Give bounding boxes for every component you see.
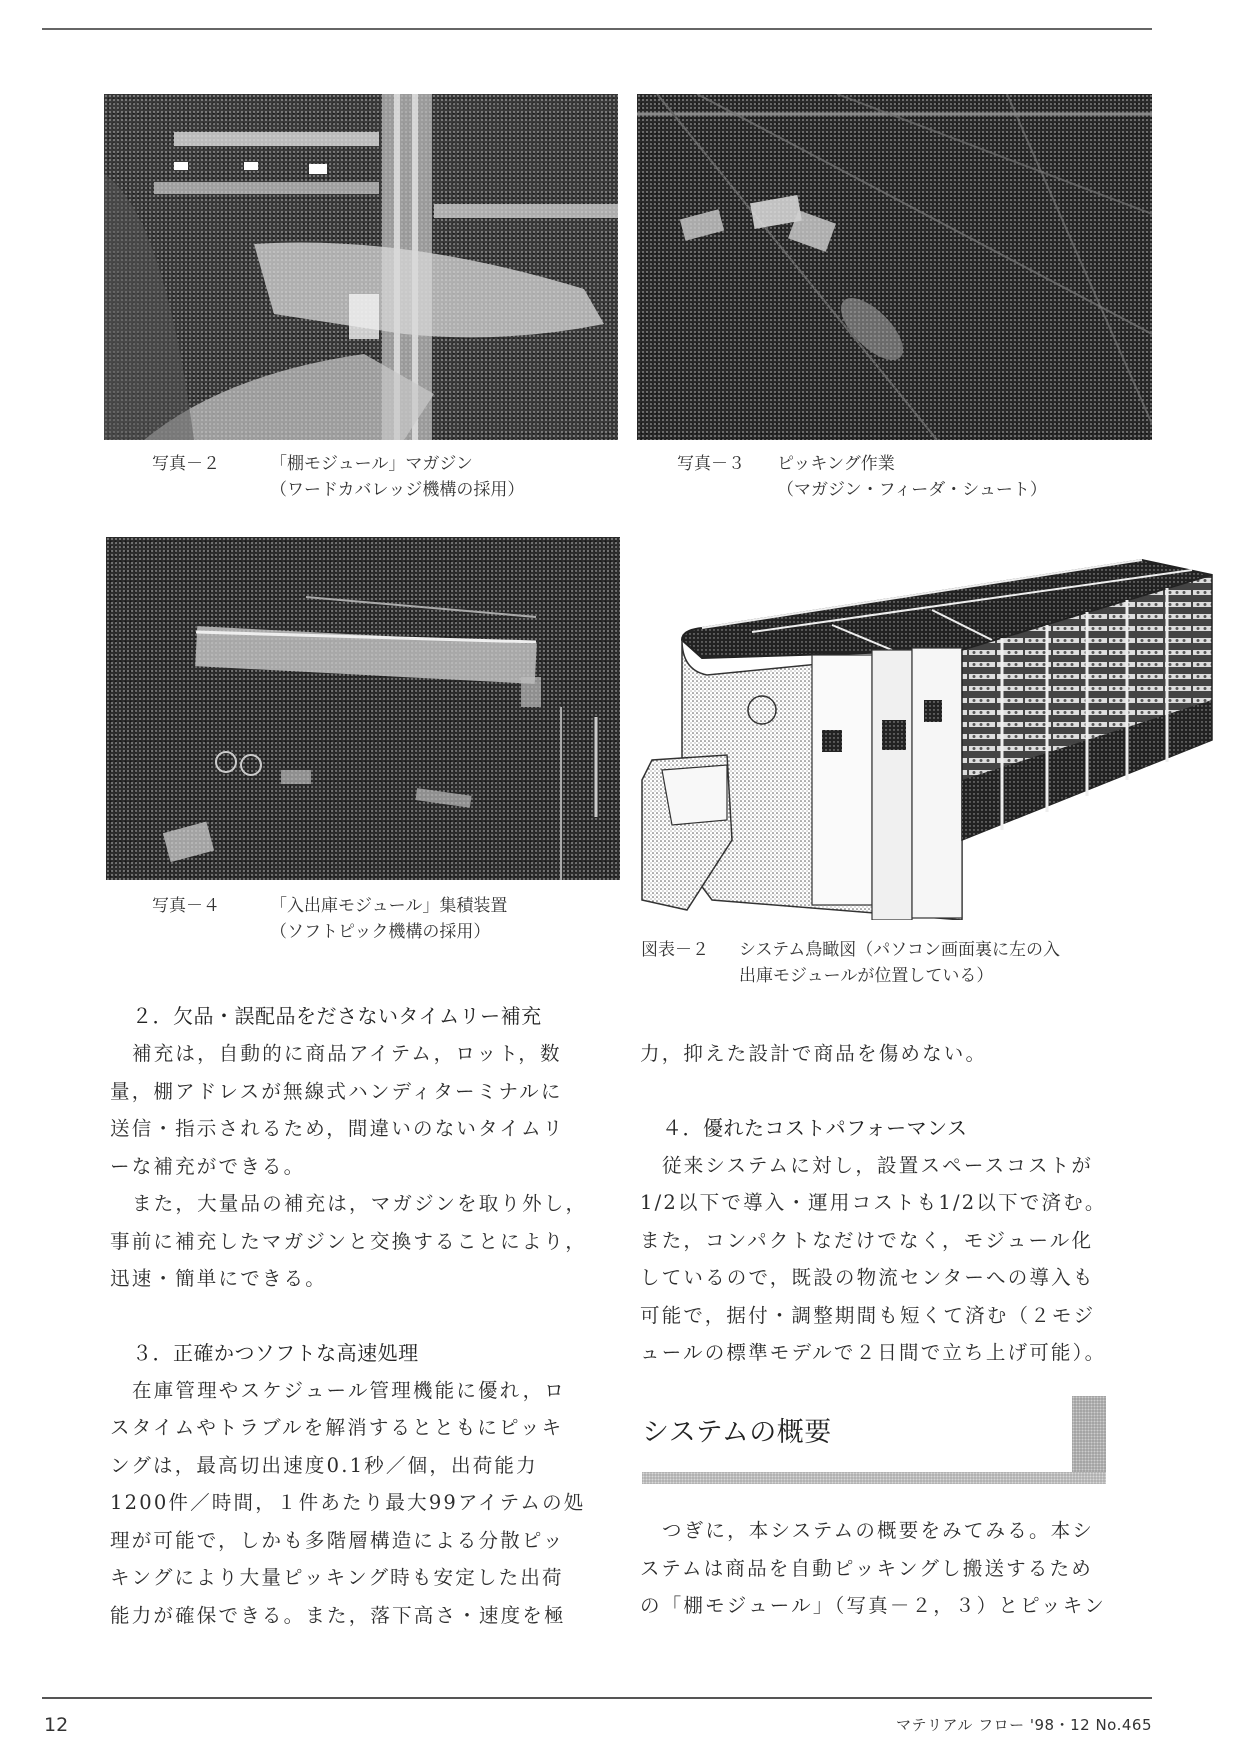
body-line: 在庫管理やスケジュール管理機能に優れ，ロ [132,1378,567,1402]
system-birdseye-illustration [632,540,1217,920]
body-line: 力，抑えた設計で商品を傷めない。 [640,1042,988,1065]
caption-subtitle: （ワードカバレッジ機構の採用） [270,480,525,500]
body-line: 迅速・簡単にできる。 [110,1267,328,1290]
photo-4-image [106,537,620,880]
section-4-heading: ４．優れたコストパフォーマンス [662,1115,968,1140]
caption-label: 写真－４ [152,896,220,916]
caption-label: 図表－２ [641,940,709,960]
overview-heading: システムの概要 [642,1417,832,1448]
body-line: 補充は，自動的に商品アイテム，ロット，数 [132,1042,562,1065]
photo-3-image [637,94,1152,440]
body-line: 1/2以下で導入・運用コストも1/2以下で済む。 [640,1191,1107,1214]
section-3-heading: ３．正確かつソフトな高速処理 [132,1340,419,1365]
caption-photo-3 [677,451,1047,503]
body-line: キングにより大量ピッキング時も安定した出荷 [110,1566,564,1589]
caption-label: 写真－２ [152,454,220,474]
footer-rule [42,1697,1152,1699]
body-line: また，コンパクトなだけでなく，モジュール化 [640,1228,1094,1252]
caption-photo-4 [152,893,507,945]
photo-2-image [104,94,618,440]
caption-title: 「入出庫モジュール」集積装置 [270,896,508,916]
body-line: 可能で，据付・調整期間も短くて済む（２モジ [640,1303,1096,1327]
overview-body [640,1512,1120,1625]
left-column [110,998,590,1634]
body-line: 能力が確保できる。また，落下高さ・速度を極 [110,1603,566,1627]
right-column [640,1035,1120,1372]
section-2-heading: ２．欠品・誤配品をださないタイムリー補充 [132,1004,542,1028]
caption-subtitle: （マガジン・フィーダ・シュート） [777,480,1047,500]
caption-chart-2 [641,937,1060,989]
body-line: ステムは商品を自動ピッキングし搬送するため [640,1556,1093,1580]
publication-info: マテリアル フロー '98・12 No.465 [895,1716,1152,1734]
caption-title: ピッキング作業 [777,454,895,474]
section-title-bar-vertical [1072,1396,1106,1484]
page-number: 12 [44,1714,69,1736]
body-line: ーな補充ができる。 [110,1154,306,1178]
body-line: 1200件／時間，１件あたり最大99アイテムの処 [110,1491,586,1514]
body-line: 送信・指示されるため，間違いのないタイムリ [110,1117,565,1140]
body-line: しているので，既設の物流センターへの導入も [640,1266,1095,1289]
body-line: の「棚モジュール」（写真－２，３）とピッキン [640,1594,1106,1617]
body-line: 事前に補充したマガジンと交換することにより， [110,1229,587,1253]
caption-label: 写真－３ [677,454,745,474]
body-line: 従来システムに対し，設置スペースコストが [662,1153,1094,1177]
header-rule [42,28,1152,30]
body-line: スタイムやトラブルを解消するとともにピッキ [110,1416,564,1439]
body-line: ュールの標準モデルで２日間で立ち上げ可能）。 [640,1341,1107,1364]
caption-title: 「棚モジュール」マガジン [270,454,473,474]
body-line: ングは，最高切出速度0.1秒／個，出荷能力 [110,1453,538,1477]
caption-title: システム鳥瞰図（パソコン画面裏に左の入 [739,940,1060,960]
caption-subtitle: （ソフトピック機構の採用） [270,922,491,942]
body-line: 理が可能で，しかも多階層構造による分散ピッ [110,1528,565,1552]
body-line: つぎに，本システムの概要をみてみる。本シ [662,1519,1095,1542]
body-line: 量，棚アドレスが無線式ハンディターミナルに [110,1079,563,1103]
section-title-bar-horizontal [642,1472,1106,1484]
caption-photo-2 [152,451,524,503]
body-line: また，大量品の補充は，マガジンを取り外し， [132,1192,588,1215]
caption-subtitle: 出庫モジュールが位置している） [739,966,994,986]
